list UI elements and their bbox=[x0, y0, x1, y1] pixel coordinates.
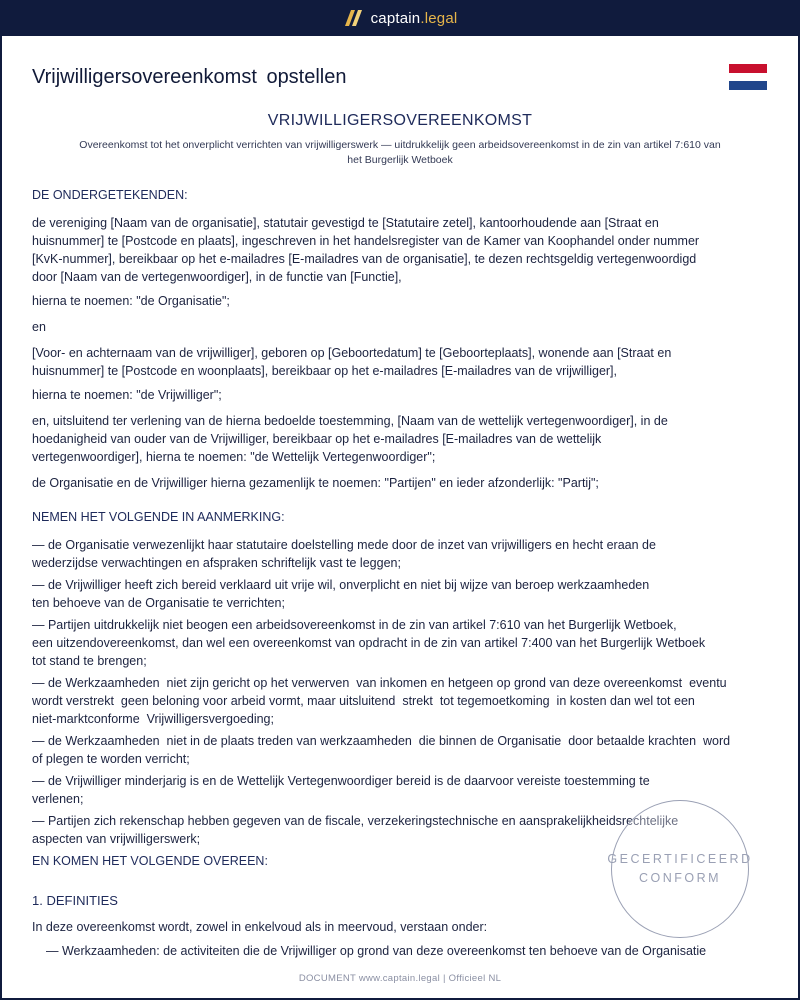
document-footer: DOCUMENT www.captain.legal | Officieel NL bbox=[298, 973, 502, 984]
consideration-item: — de Werkzaamheden niet zijn gericht op het verwerven van inkomen en hetgeen op grond van deze overeenkomst eventu wordt verstrekt geen beloning voor arbeid vormt, maar uitsluitend strekt tot tegemoetkoming in kosten dan wel tot een niet-marktconforme Vrijwilligersvergoeding; bbox=[32, 676, 727, 726]
consideration-item: — Partijen zich rekenschap hebben gegeven van de fiscale, verzekeringstechnische en aansprakelijkheidsrechtelijke aspecten van vrijwilligerswerk; bbox=[32, 814, 679, 846]
stamp-line-2: CONFORM bbox=[638, 871, 722, 885]
party-volunteer-alias: hierna te noemen: "de Vrijwilliger"; bbox=[32, 388, 222, 402]
consideration-item: — de Werkzaamheden niet in de plaats treden van werkzaamheden die binnen de Organisatie door betaalde krachten word of plegen te worden verricht; bbox=[32, 734, 731, 766]
parties-collective: de Organisatie en de Vrijwilliger hierna gezamenlijk te noemen: "Partijen" en ieder afzonderlijk: "Partij"; bbox=[32, 476, 599, 490]
consideration-item: — de Vrijwilliger minderjarig is en de Wettelijk Vertegenwoordiger bereid is de daarvoor vereiste toestemming te verlenen; bbox=[32, 774, 650, 806]
page-title: Vrijwilligersovereenkomst opstellen bbox=[32, 66, 347, 88]
document-subtitle: Overeenkomst tot het onverplicht verrichten van vrijwilligerswerk — uitdrukkelijk geen arbeidsovereenkomst in de zin van artikel 7:610 van het Burgerlijk Wetboek bbox=[79, 139, 721, 166]
party-organisation-alias: hierna te noemen: "de Organisatie"; bbox=[32, 294, 230, 308]
party-volunteer: [Voor- en achternaam van de vrijwilliger], geboren op [Geboortedatum] te [Geboorteplaats], wonende aan [Straat en huisnummer] te [Postcode en woonplaats], bereikbaar op het e-mailadres [E-mailadres van de vrijwilliger], bbox=[32, 346, 672, 378]
party-guardian: en, uitsluitend ter verlening van de hierna bedoelde toestemming, [Naam van de wettelijk vertegenwoordiger], in de hoedanigheid van ouder van de Vrijwilliger, bereikbaar op het e-mailadres [E-mailadres van de wettelijk vertegenwoordiger], hierna te noemen: "de Wettelijk Vertegenwoordiger"; bbox=[32, 414, 668, 464]
certified-stamp bbox=[607, 800, 753, 938]
party-organisation: de vereniging [Naam van de organisatie], statutair gevestigd te [Statutaire zetel], kantoorhoudende aan [Straat en huisnummer] te [Postcode en plaats], ingeschreven in het handelsregister van de Kamer van Koophandel onder nummer [KvK-nummer], bereikbaar op het e-mailadres [E-mailadres van de organisatie], te dezen rechtsgeldig vertegenwoordigd door [Naam van de vertegenwoordiger], in de functie van [Functie], bbox=[32, 216, 700, 284]
consideration-item: — de Organisatie verwezenlijkt haar statutaire doelstelling mede door de inzet van vrijwilligers en hecht eraan de wederzijdse verwachtingen en afspraken schriftelijk vast te leggen; bbox=[32, 538, 656, 570]
brand[interactable] bbox=[343, 9, 458, 27]
parties-heading: DE ONDERGETEKENDEN: bbox=[32, 188, 188, 202]
consideration-item: — de Vrijwilliger heeft zich bereid verklaard uit vrije wil, onverplicht en niet bij wijze van beroep werkzaamheden ten behoeve van de Organisatie te verrichten; bbox=[32, 578, 650, 610]
consideration-item: — Partijen uitdrukkelijk niet beogen een arbeidsovereenkomst in de zin van artikel 7:610 van het Burgerlijk Wetboek, een uitzendovereenkomst, dan wel een overeenkomst van opdracht in de zin van artikel 7:400 van het Burgerlijk Wetboek tot stand te brengen; bbox=[32, 618, 706, 668]
conjunction-and: en bbox=[32, 320, 46, 334]
definitions-heading: 1. DEFINITIES bbox=[32, 893, 118, 908]
dutch-flag-icon[interactable] bbox=[729, 64, 767, 90]
considerations-heading: NEMEN HET VOLGENDE IN AANMERKING: bbox=[32, 510, 285, 524]
agreement-heading: EN KOMEN HET VOLGENDE OVEREEN: bbox=[32, 854, 268, 868]
stamp-line-1: GECERTIFICEERD bbox=[607, 852, 753, 866]
top-bar bbox=[0, 0, 800, 36]
definitions-intro: In deze overeenkomst wordt, zowel in enkelvoud als in meervoud, verstaan onder: bbox=[32, 920, 488, 934]
definition-item: — Werkzaamheden: de activiteiten die de Vrijwilliger op grond van deze overeenkomst ten behoeve van de Organisatie bbox=[46, 944, 707, 958]
document-heading: VRIJWILLIGERSOVEREENKOMST bbox=[267, 112, 533, 129]
brand-name: captain.legal bbox=[370, 9, 458, 27]
captain-logo-icon bbox=[343, 9, 363, 27]
